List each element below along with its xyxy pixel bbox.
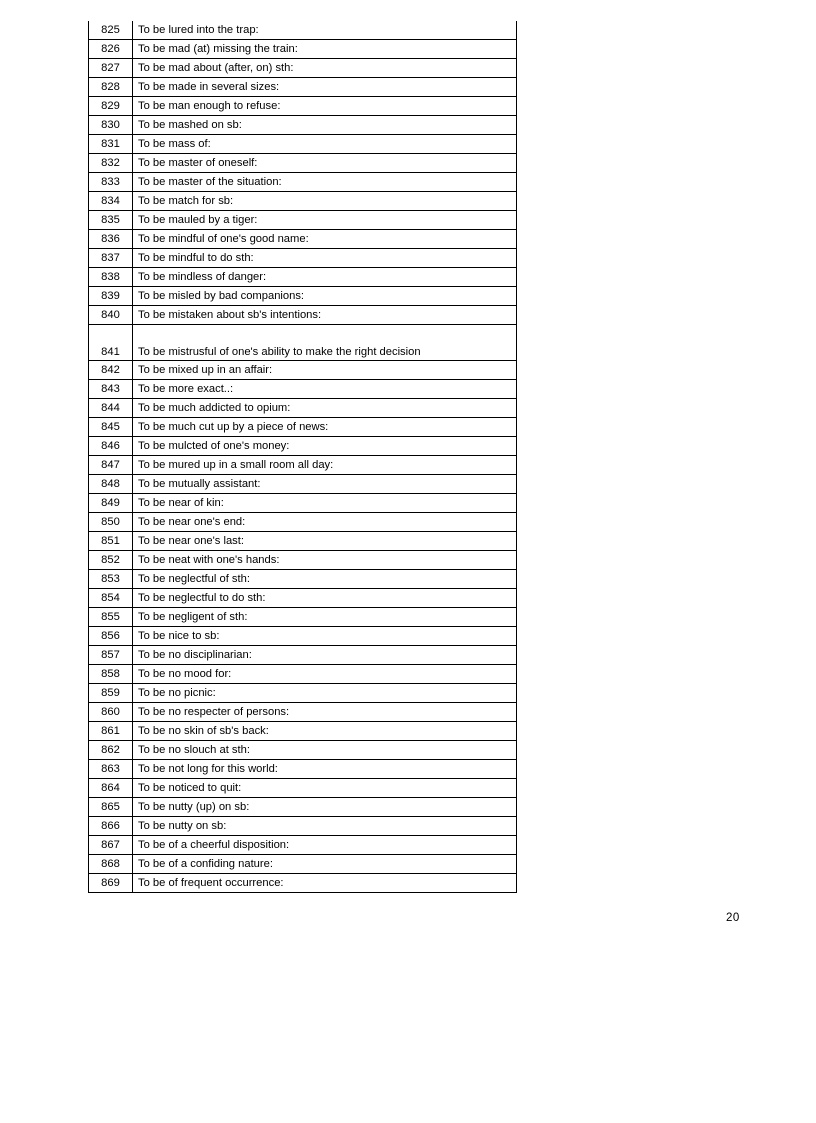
table-row <box>89 249 517 268</box>
row-number: 835 <box>89 211 133 230</box>
row-phrase: To be mulcted of one's money: <box>133 437 517 456</box>
row-number: 846 <box>89 437 133 456</box>
row-number: 860 <box>89 703 133 722</box>
row-number: 837 <box>89 249 133 268</box>
row-number: 856 <box>89 627 133 646</box>
table-row <box>89 494 517 513</box>
row-number: 844 <box>89 399 133 418</box>
table-row <box>89 665 517 684</box>
row-number: 834 <box>89 192 133 211</box>
row-number: 832 <box>89 154 133 173</box>
table-row <box>89 173 517 192</box>
row-number: 833 <box>89 173 133 192</box>
table-row <box>89 268 517 287</box>
table-row <box>89 361 517 380</box>
row-phrase: To be neglectful to do sth: <box>133 589 517 608</box>
row-phrase: To be master of oneself: <box>133 154 517 173</box>
table-row <box>89 855 517 874</box>
table-row <box>89 116 517 135</box>
row-phrase: To be mauled by a tiger: <box>133 211 517 230</box>
row-phrase: To be of frequent occurrence: <box>133 874 517 893</box>
table-row <box>89 608 517 627</box>
table-row <box>89 836 517 855</box>
table-row <box>89 287 517 306</box>
row-phrase: To be no respecter of persons: <box>133 703 517 722</box>
row-number: 868 <box>89 855 133 874</box>
table-row <box>89 551 517 570</box>
row-number: 848 <box>89 475 133 494</box>
table-row <box>89 306 517 325</box>
row-phrase: To be nutty (up) on sb: <box>133 798 517 817</box>
row-phrase: To be mured up in a small room all day: <box>133 456 517 475</box>
row-number: 850 <box>89 513 133 532</box>
table-row <box>89 513 517 532</box>
table-row <box>89 760 517 779</box>
row-number: 858 <box>89 665 133 684</box>
row-phrase: To be mad (at) missing the train: <box>133 40 517 59</box>
table-row <box>89 722 517 741</box>
table-row <box>89 325 517 361</box>
table-row <box>89 779 517 798</box>
row-number: 866 <box>89 817 133 836</box>
row-number: 847 <box>89 456 133 475</box>
row-number: 849 <box>89 494 133 513</box>
row-number: 861 <box>89 722 133 741</box>
row-phrase: To be of a cheerful disposition: <box>133 836 517 855</box>
row-phrase: To be mindful of one's good name: <box>133 230 517 249</box>
table-row <box>89 627 517 646</box>
row-phrase: To be neglectful of sth: <box>133 570 517 589</box>
row-phrase: To be mistrusful of one's ability to make the right decision <box>133 325 517 361</box>
row-number: 825 <box>89 21 133 40</box>
table-row <box>89 684 517 703</box>
table-row <box>89 418 517 437</box>
table-row <box>89 589 517 608</box>
row-number: 867 <box>89 836 133 855</box>
row-phrase: To be no disciplinarian: <box>133 646 517 665</box>
row-phrase: To be near of kin: <box>133 494 517 513</box>
row-phrase: To be nutty on sb: <box>133 817 517 836</box>
row-phrase: To be of a confiding nature: <box>133 855 517 874</box>
row-number: 865 <box>89 798 133 817</box>
row-phrase: To be much cut up by a piece of news: <box>133 418 517 437</box>
table-row <box>89 154 517 173</box>
row-number: 854 <box>89 589 133 608</box>
row-number: 857 <box>89 646 133 665</box>
table-row <box>89 703 517 722</box>
row-phrase: To be near one's end: <box>133 513 517 532</box>
row-number: 863 <box>89 760 133 779</box>
row-phrase: To be negligent of sth: <box>133 608 517 627</box>
table-row <box>89 78 517 97</box>
row-number: 862 <box>89 741 133 760</box>
row-phrase: To be no picnic: <box>133 684 517 703</box>
table-row <box>89 456 517 475</box>
row-phrase: To be nice to sb: <box>133 627 517 646</box>
row-number: 841 <box>89 325 133 361</box>
row-phrase: To be neat with one's hands: <box>133 551 517 570</box>
table-row <box>89 437 517 456</box>
row-phrase: To be no mood for: <box>133 665 517 684</box>
row-phrase: To be no skin of sb's back: <box>133 722 517 741</box>
row-number: 843 <box>89 380 133 399</box>
row-phrase: To be man enough to refuse: <box>133 97 517 116</box>
row-number: 830 <box>89 116 133 135</box>
row-phrase: To be mixed up in an affair: <box>133 361 517 380</box>
phrase-table-body <box>89 21 517 893</box>
table-row <box>89 646 517 665</box>
table-row <box>89 97 517 116</box>
table-row <box>89 380 517 399</box>
table-row <box>89 741 517 760</box>
table-row <box>89 532 517 551</box>
row-phrase: To be lured into the trap: <box>133 21 517 40</box>
row-phrase: To be not long for this world: <box>133 760 517 779</box>
row-number: 831 <box>89 135 133 154</box>
row-phrase: To be mass of: <box>133 135 517 154</box>
row-number: 851 <box>89 532 133 551</box>
row-number: 842 <box>89 361 133 380</box>
row-number: 845 <box>89 418 133 437</box>
row-number: 839 <box>89 287 133 306</box>
row-phrase: To be mashed on sb: <box>133 116 517 135</box>
table-row <box>89 211 517 230</box>
table-row <box>89 570 517 589</box>
row-phrase: To be near one's last: <box>133 532 517 551</box>
table-row <box>89 135 517 154</box>
row-phrase: To be mindful to do sth: <box>133 249 517 268</box>
row-number: 855 <box>89 608 133 627</box>
row-phrase: To be mindless of danger: <box>133 268 517 287</box>
row-phrase: To be mad about (after, on) sth: <box>133 59 517 78</box>
row-phrase: To be made in several sizes: <box>133 78 517 97</box>
row-number: 829 <box>89 97 133 116</box>
table-row <box>89 874 517 893</box>
row-phrase: To be noticed to quit: <box>133 779 517 798</box>
table-row <box>89 40 517 59</box>
table-row <box>89 192 517 211</box>
row-phrase: To be mutually assistant: <box>133 475 517 494</box>
row-number: 827 <box>89 59 133 78</box>
row-phrase: To be mistaken about sb's intentions: <box>133 306 517 325</box>
row-number: 864 <box>89 779 133 798</box>
phrase-table <box>88 21 517 893</box>
row-phrase: To be no slouch at sth: <box>133 741 517 760</box>
row-number: 859 <box>89 684 133 703</box>
table-row <box>89 21 517 40</box>
row-number: 852 <box>89 551 133 570</box>
table-row <box>89 59 517 78</box>
row-number: 826 <box>89 40 133 59</box>
row-phrase: To be match for sb: <box>133 192 517 211</box>
table-row <box>89 399 517 418</box>
row-phrase: To be more exact..: <box>133 380 517 399</box>
table-row <box>89 475 517 494</box>
table-row <box>89 230 517 249</box>
row-phrase: To be master of the situation: <box>133 173 517 192</box>
row-number: 853 <box>89 570 133 589</box>
row-phrase: To be misled by bad companions: <box>133 287 517 306</box>
row-phrase: To be much addicted to opium: <box>133 399 517 418</box>
row-number: 869 <box>89 874 133 893</box>
table-row <box>89 798 517 817</box>
table-row <box>89 817 517 836</box>
row-number: 836 <box>89 230 133 249</box>
row-number: 828 <box>89 78 133 97</box>
page-number: 20 <box>726 912 740 924</box>
row-number: 840 <box>89 306 133 325</box>
row-number: 838 <box>89 268 133 287</box>
